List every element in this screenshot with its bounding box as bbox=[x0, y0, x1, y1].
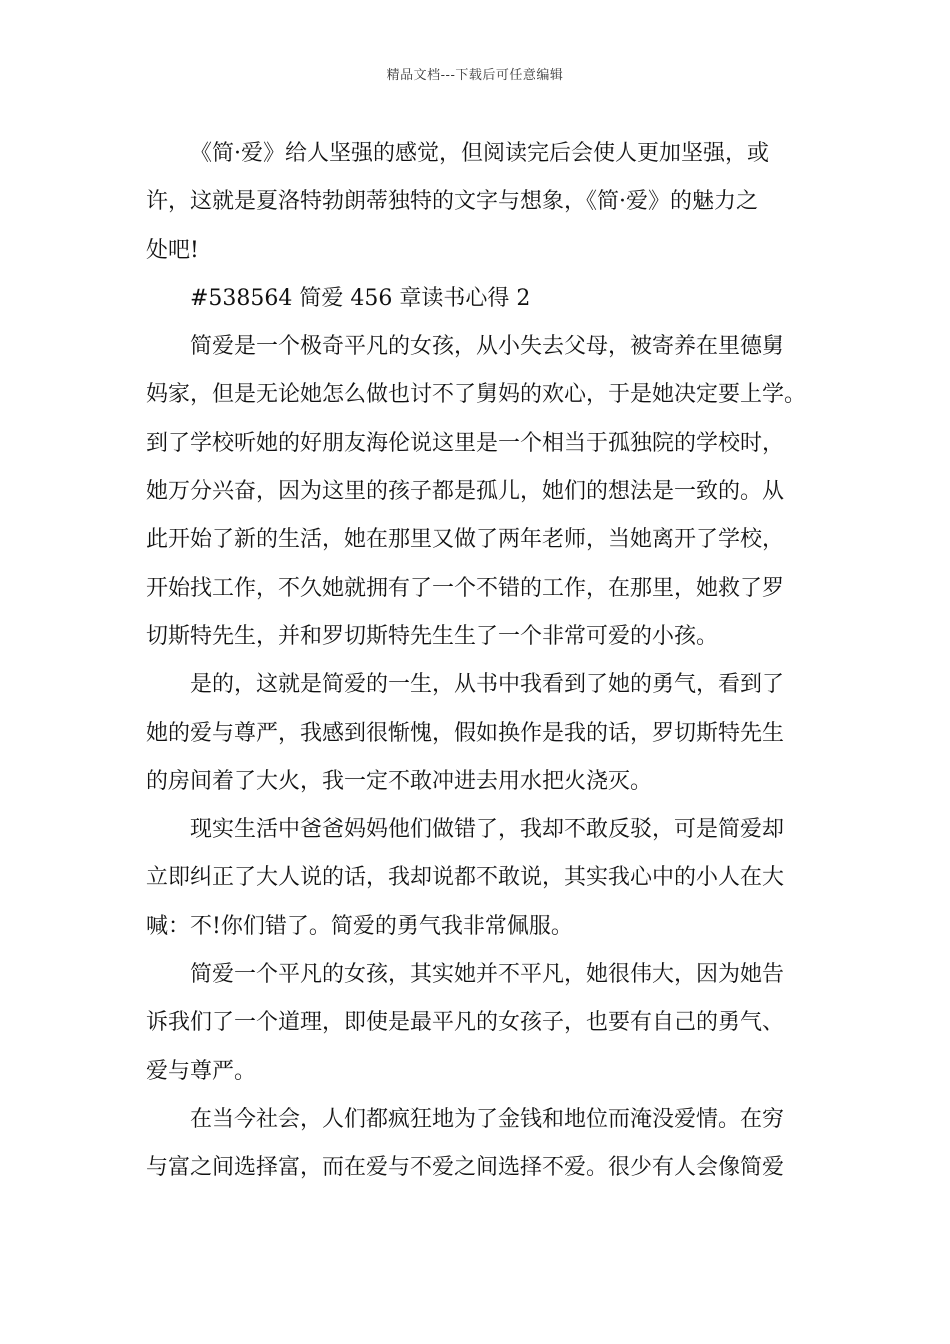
text-line: 开始找工作，不久她就拥有了一个不错的工作，在那里，她救了罗 bbox=[146, 575, 785, 601]
document-body bbox=[146, 130, 808, 1193]
section-heading: #538564 简爱 456 章读书心得 2 bbox=[190, 285, 531, 311]
text-line: 许，这就是夏洛特勃朗蒂独特的文字与想象，《简·爱》的魅力之 bbox=[146, 189, 758, 215]
text-line: 《简·爱》给人坚强的感觉，但阅读完后会使人更加坚强，或 bbox=[190, 141, 769, 166]
text-line: 是的，这就是简爱的一生，从书中我看到了她的勇气，看到了 bbox=[190, 672, 785, 698]
text-line: 简爱是一个极奇平凡的女孩，从小失去父母，被寄养在里德舅 bbox=[190, 334, 785, 360]
text-line: 爱与尊严。 bbox=[146, 1058, 257, 1084]
text-line: 她的爱与尊严，我感到很惭愧，假如换作是我的话，罗切斯特先生 bbox=[146, 720, 785, 746]
text-line: 与富之间选择富，而在爱与不爱之间选择不爱。很少有人会像简爱 bbox=[146, 1155, 785, 1181]
text-line: 此开始了新的生活，她在那里又做了两年老师，当她离开了学校， bbox=[146, 527, 785, 553]
text-line: 现实生活中爸爸妈妈他们做错了，我却不敢反驳，可是简爱却 bbox=[190, 817, 785, 843]
text-line: 她万分兴奋，因为这里的孩子都是孤儿，她们的想法是一致的。从 bbox=[146, 479, 785, 505]
text-line: 喊：不!你们错了。简爱的勇气我非常佩服。 bbox=[146, 913, 573, 939]
text-line: 切斯特先生，并和罗切斯特先生生了一个非常可爱的小孩。 bbox=[146, 623, 719, 649]
text-line: 立即纠正了大人说的话，我却说都不敢说，其实我心中的小人在大 bbox=[146, 865, 785, 891]
text-line: 妈家，但是无论她怎么做也讨不了舅妈的欢心，于是她决定要上学。 bbox=[146, 382, 807, 408]
text-line: 诉我们了一个道理，即使是最平凡的女孩子，也要有自己的勇气、 bbox=[146, 1010, 785, 1036]
text-line: 简爱一个平凡的女孩，其实她并不平凡，她很伟大，因为她告 bbox=[190, 962, 785, 988]
page-header: 精品文档---下载后可任意编辑 bbox=[386, 68, 564, 83]
text-line: 在当今社会，人们都疯狂地为了金钱和地位而淹没爱情。在穷 bbox=[190, 1106, 785, 1132]
text-line: 到了学校听她的好朋友海伦说这里是一个相当于孤独院的学校时， bbox=[146, 430, 785, 456]
text-line: 处吧! bbox=[146, 237, 199, 263]
text-line: 的房间着了大火，我一定不敢冲进去用水把火浇灭。 bbox=[146, 768, 653, 794]
